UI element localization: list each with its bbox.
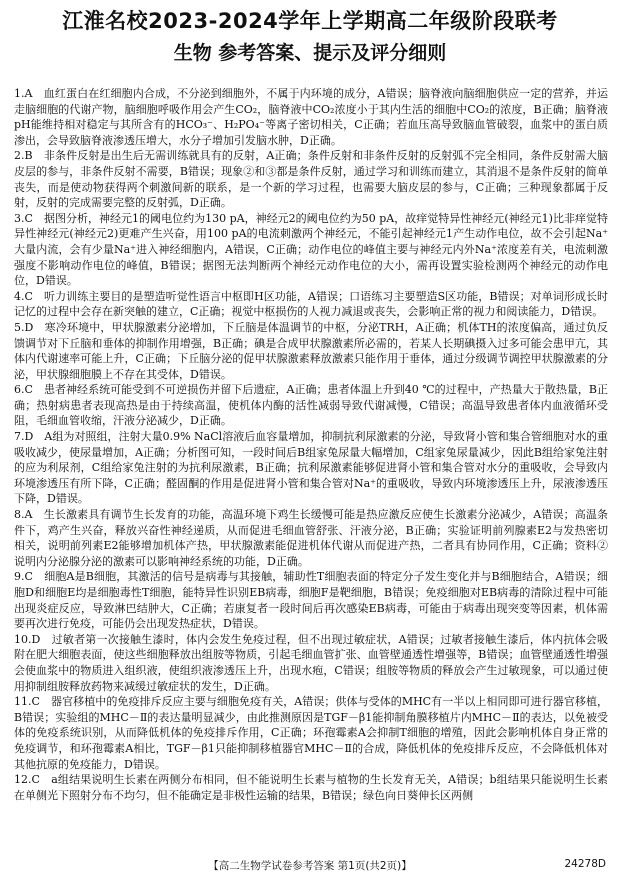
answer-item: 2.B 非条件反射是出生后无需训练就具有的反射，A正确；条件反射和非条件反射的反射弧不完全相同，条件反射需大脑皮层的参与，非条件反射不需要，B错误；现象②和③都是条件反射，通过学习和训练而建立，其消退不是条件反射的简单丧失，而是使动物获得两个刺激间新的联系，是一个新的学习过程，也需要大脑皮层的参与，C正确；三种现象都属于反射，反射的完成需要完整的反射弧，D正确。	[14, 149, 608, 210]
document-title: 江淮名校2023-2024学年上学期高二年级阶段联考	[62, 9, 558, 33]
footer-code: 24278D	[564, 858, 606, 870]
answer-item: 4.C 听力训练主要目的是塑造听觉性语言中枢即H区功能，A错误；口语练习主要塑造S区功能，B错误；对单词形成长时记忆的过程中会存在新突触的建立，C正确；视觉中枢损伤的人视力减退或丧失，会影响正常的视力和阅读能力，D错误。	[14, 289, 609, 319]
answer-item: 12.C a组结果说明生长素在两侧分布相同，但不能说明生长素与植物的生长发育无关，A错误；b组结果只能说明生长素在单侧光下照射分布不均匀，但不能确定是非极性运输的结果，B错误；绿色向日葵伸长区两侧	[14, 773, 608, 802]
answer-item: 6.C 患者神经系统可能受到不可逆损伤并留下后遗症，A正确；患者体温上升到40 ℃的过程中，产热量大于散热量，B正确；热射病患者表现高热是由于持续高温，使机体内酶的活性减弱导致代谢减慢，C错误；高温导致患者体内血液循环受阻，毛细血管收缩，汗液分泌减少，D正确。	[14, 383, 609, 428]
answer-list	[14, 86, 608, 803]
page-header	[0, 6, 620, 68]
document-subtitle: 生物 参考答案、提示及评分细则	[173, 42, 447, 64]
answer-item: 8.A 生长激素具有调节生长发育的功能，高温环境下鸡生长缓慢可能是热应激反应使生长激素分泌减少，A错误；高温条件下，鸡产生兴奋，释放兴奋性神经递质，从而促进毛细血管舒张、汗液分泌，B正确；实验证明前列腺素E2与发热密切相关，说明前列素E2能够增加机体产热，甲状腺激素能促进机体代谢从而促进产热，二者具有协同作用，C正确；资料②说明内分泌腺分泌的激素可以影响神经系统的功能，D正确。	[14, 508, 608, 568]
answer-item: 3.C 据图分析，神经元1的阈电位约为130 pA，神经元2的阈电位约为50 pA，故痒觉特异性神经元(神经元1)比非痒觉特异性神经元(神经元2)更难产生兴奋，用100 pA的电流刺激两个神经元，不能引起神经元1产生动作电位，故不会引起Na⁺大量内流，会有少量Na⁺进入神经细胞内，A错误，C正确；动作电位的峰值主要与神经元内外Na⁺浓度差有关，电流刺激强度不影响动作电位的峰值，B错误；据图无法判断两个神经元动作电位的大小，需再设置实验检测两个神经元的动作电位，D错误。	[14, 211, 608, 288]
footer-page-info: 【高二生物学试卷参考答案 第1页(共2页)】	[208, 860, 412, 872]
answer-item: 10.D 过敏者第一次接触生漆时，体内会发生免疫过程，但不出现过敏症状，A错误；过敏者接触生漆后，体内抗体会吸附在肥大细胞表面，使这些细胞释放出组胺等物质，引起毛细血管扩张、血管壁通透性增强等，B错误；血管壁通透性增强会使血浆中的物质进入组织液，使组织液渗透压上升，出现水疱，C错误；组胺等物质的释放会产生过敏现象，可以通过使用抑制组胺释放药物来减缓过敏症状的发生，D正确。	[14, 632, 608, 693]
answer-item: 7.D A组为对照组，注射大量0.9% NaCl溶液后血容量增加，抑制抗利尿激素的分泌，导致肾小管和集合管细胞对水的重吸收减少，使尿量增加，A正确；分析图可知，一段时间后B组家兔尿量大幅增加，C组家兔尿量减少，因此B组给家兔注射的应为利尿剂，C组给家兔注射的为抗利尿激素，B正确；抗利尿激素能够促进肾小管和集合管对水分的重吸收，会导致内环境渗透压有所下降，C正确；醛固酮的作用是促进肾小管和集合管对Na⁺的重吸收，导致内环境渗透压上升，尿液渗透压下降，D错误。	[14, 430, 609, 506]
page-footer	[0, 858, 620, 874]
answer-item: 11.C 器官移植中的免疫排斥反应主要与细胞免疫有关，A错误；供体与受体的MHC有一半以上相同即可进行器官移植，B错误；实验组的MHC－Ⅱ的表达量明显减少，由此推测原因是TGF－β1能抑制角膜移植片内MHC－Ⅱ的表达，以免被受体的免疫系统识别，从而降低机体的免疫排斥作用，C正确；环孢霉素A会抑制T细胞的增殖，因此会影响机体自身正常的免疫调节，和环孢霉素A相比，TGF－β1只能抑制移植器官MHC－Ⅱ的合成，降低机体的免疫排斥反应，不会降低机体对其他抗原的免疫能力，D错误。	[14, 695, 609, 771]
answer-item: 5.D 寒冷环境中，甲状腺激素分泌增加，下丘脑是体温调节的中枢，分泌TRH，A正确；机体TH的浓度偏高，通过负反馈调节对下丘脑和垂体的抑制作用增强，B正确；碘是合成甲状腺激素所必需的，若某人长期碘摄入过多可能会患甲亢，其体内代谢速率可能上升，C正确；下丘脑分泌的促甲状腺激素释放激素只能作用于垂体，通过分级调节调控甲状腺激素的分泌，甲状腺细胞膜上不存在其受体，D错误。	[14, 320, 608, 381]
answer-item: 1.A 血红蛋白在红细胞内合成，不分泌到细胞外，不属于内环境的成分，A错误；脑脊液向脑细胞供应一定的营养，并运走脑细胞的代谢产物，脑细胞呼吸作用会产生CO₂，脑脊液中CO₂浓度小于其内生活的细胞中CO₂的浓度，B正确；脑脊液pH能维持相对稳定与其所含有的HCO₃⁻、H₂PO₄⁻等离子密切相关，C正确；若血压高导致脑血管破裂，血浆中的蛋白质渗出，会导致脑脊液渗透压增大，水分子增加引发脑水肿，D正确。	[14, 87, 608, 147]
answer-item: 9.C 细胞A是B细胞，其激活的信号是病毒与其接触，辅助性T细胞表面的特定分子发生变化并与B细胞结合，A错误；细胞D和细胞E均是细胞毒性T细胞，能特异性识别EB病毒，细胞F是靶细胞，B错误；免疫细胞对EB病毒的清除过程中可能出现炎症反应，导致淋巴结肿大，C正确；若康复者一段时间后再次感染EB病毒，可能由于病毒出现突变等因素，机体需要再次进行免疫，可能仍会出现发热症状，D错误。	[14, 570, 609, 631]
